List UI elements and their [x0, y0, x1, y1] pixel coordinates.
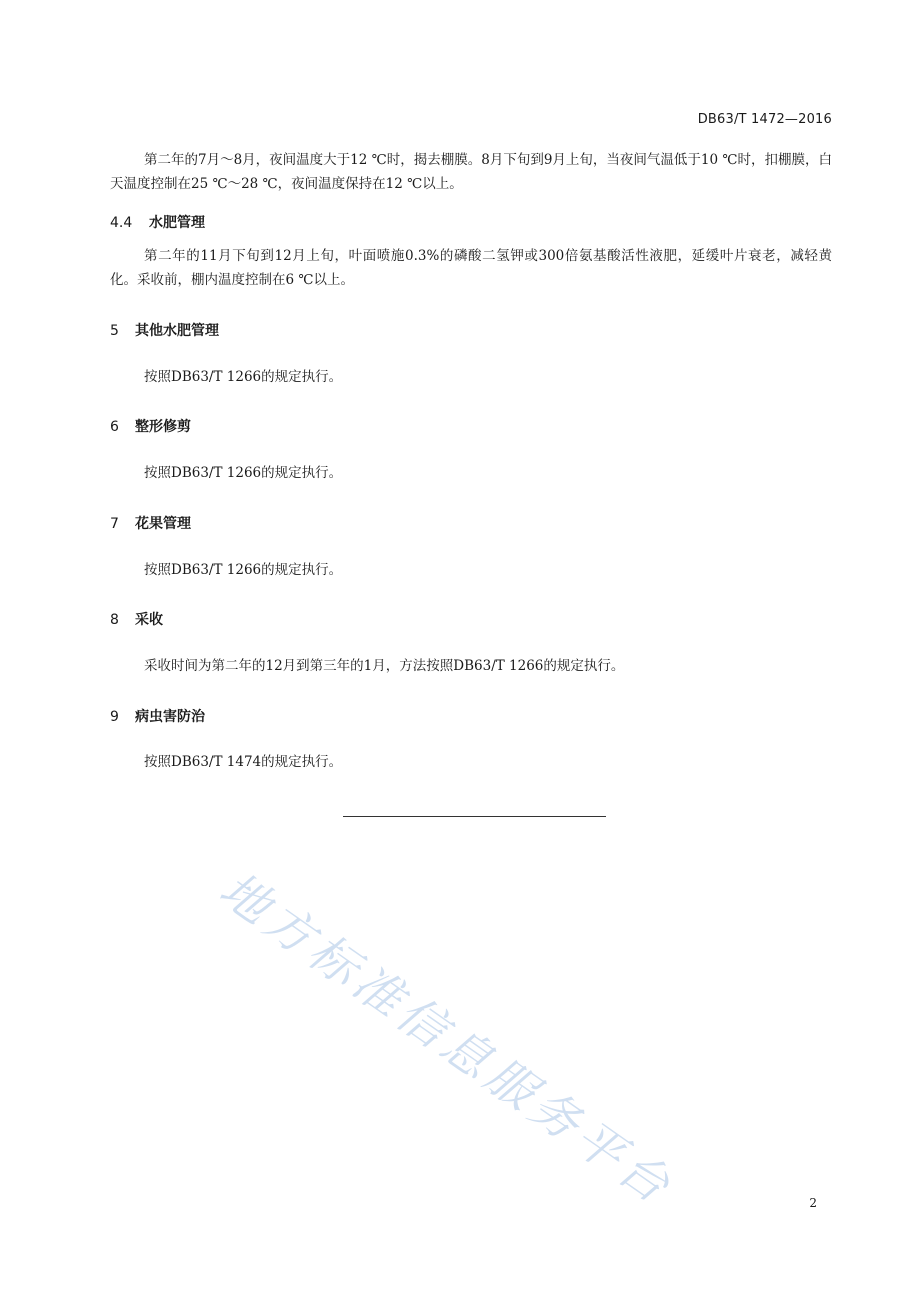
document-code: DB63/T 1472—2016 [697, 112, 832, 127]
section-number: 5 [110, 323, 119, 339]
section-title: 花果管理 [135, 516, 191, 532]
paragraph-section-8: 采收时间为第二年的12月到第三年的1月，方法按照DB63/T 1266的规定执行。 [144, 658, 625, 674]
page-number: 2 [809, 1196, 817, 1210]
paragraph-section-9: 按照DB63/T 1474的规定执行。 [144, 754, 343, 770]
section-number: 6 [110, 419, 119, 435]
paragraph-water-fertilizer: 第二年的11月下旬到12月上旬，叶面喷施0.3%的磷酸二氢钾或300倍氨基酸活性液肥，延缓叶片衰老，减轻黄化。采收前，棚内温度控制在6 ℃以上。 [110, 248, 832, 288]
watermark-text: 地方标准信息服务平台 [209, 861, 684, 1217]
section-title: 采收 [135, 612, 163, 628]
section-number: 7 [110, 516, 119, 532]
section-heading-9 [110, 706, 205, 726]
paragraph-section-5: 按照DB63/T 1266的规定执行。 [144, 369, 343, 385]
section-number: 8 [110, 612, 119, 628]
section-title: 其他水肥管理 [135, 323, 219, 339]
section-number: 9 [110, 709, 119, 725]
section-title: 水肥管理 [149, 215, 205, 231]
section-heading-4-4 [110, 212, 205, 232]
section-title: 病虫害防治 [135, 709, 205, 725]
paragraph-section-7: 按照DB63/T 1266的规定执行。 [144, 562, 343, 578]
paragraph-section-6: 按照DB63/T 1266的规定执行。 [144, 465, 343, 481]
paragraph-temperature-control: 第二年的7月～8月，夜间温度大于12 ℃时，揭去棚膜。8月下旬到9月上旬，当夜间气温低于10 ℃时，扣棚膜，白天温度控制在25 ℃～28 ℃，夜间温度保持在12 ℃以上。 [110, 152, 832, 192]
end-of-document-rule [343, 816, 606, 817]
section-title: 整形修剪 [135, 419, 191, 435]
section-heading-8 [110, 609, 163, 629]
section-heading-5 [110, 320, 219, 340]
section-heading-6 [110, 416, 191, 436]
section-number: 4.4 [110, 215, 133, 231]
section-heading-7 [110, 513, 191, 533]
